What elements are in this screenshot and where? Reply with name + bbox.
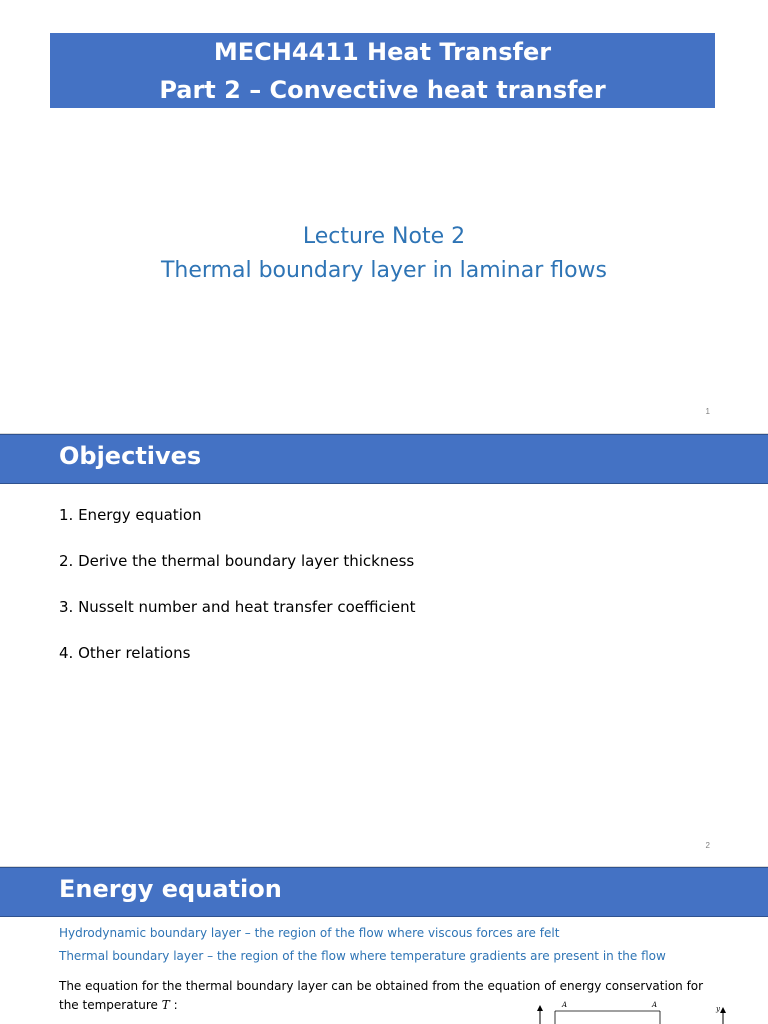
lecture-subtitle: [0, 220, 768, 288]
title-banner: [50, 33, 715, 108]
paragraph-text: The equation for the thermal boundary layer can be obtained from the equation of energy conservation for the temperature: [59, 979, 704, 1012]
course-title: MECH4411 Heat Transfer: [213, 38, 552, 66]
slide-heading: Energy equation: [59, 875, 282, 903]
part-title: Part 2 – Convective heat transfer: [159, 76, 606, 104]
label-y: y: [716, 1005, 720, 1013]
label-a-right: A: [652, 1001, 658, 1009]
slide-heading: Objectives: [59, 442, 202, 470]
objectives-list: [59, 504, 416, 688]
list-item: 1. Energy equation: [59, 506, 202, 524]
y-axis-arrow-icon: [720, 1007, 726, 1013]
list-item: 2. Derive the thermal boundary layer thickness: [59, 552, 415, 570]
slide-header: [0, 867, 768, 917]
lecture-topic: Thermal boundary layer in laminar flows: [160, 258, 607, 283]
slide-header: [0, 434, 768, 484]
hydrodynamic-definition: Hydrodynamic boundary layer – the region of the flow where viscous forces are felt: [59, 926, 560, 940]
list-item: 3. Nusselt number and heat transfer coefficient: [59, 598, 416, 616]
title-slide: [0, 0, 768, 430]
label-a-left: A: [562, 1001, 568, 1009]
boundary-layer-diagram: [530, 999, 740, 1024]
arrow-up-icon: [537, 1005, 543, 1011]
list-item: 4. Other relations: [59, 644, 191, 662]
lecture-note-label: Lecture Note 2: [302, 224, 466, 249]
temperature-variable: T: [161, 998, 170, 1012]
slide-number: 1: [705, 407, 710, 416]
thermal-definition: Thermal boundary layer – the region of the flow where temperature gradients are present in the flow: [59, 949, 666, 963]
paragraph-end: :: [169, 998, 178, 1012]
energy-equation-slide: [0, 866, 768, 1024]
objectives-slide: [0, 433, 768, 863]
slide-number: 2: [705, 841, 710, 850]
